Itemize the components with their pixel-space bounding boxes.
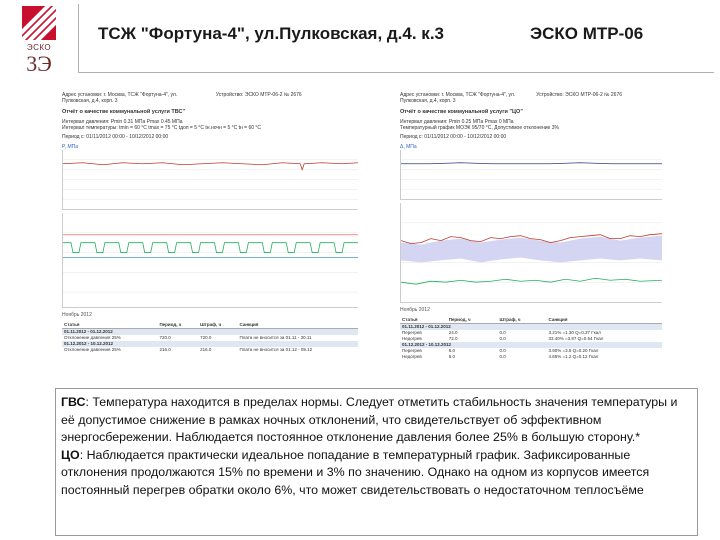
table-row: Недогрев 6.0 0.0 4.65% =1.2 Q=0.12 Гкал <box>402 354 599 359</box>
return-temperature-line <box>401 278 662 284</box>
temperature-chart <box>400 203 662 303</box>
col-sanction: Санкция <box>547 317 662 324</box>
table-row: Отклонение давления 25% 720.0 720.0 Плата не вносится за 01.11 - 30.11 <box>64 335 312 340</box>
gvs-text: : Температура находится в пределах нормы. Следует отметить стабильность значения температуры и её допустимое снижение в рамках ночных отклонений, что свидетельствует об эффективном энергосбережении. Наблюдается постоянное отклонение давления более 25% в большую сторону.* <box>61 395 678 445</box>
temperature-chart <box>62 213 358 308</box>
table-row: Недогрев 72.0 0.0 33.40% =3.87 Q=0.54 Гкал <box>402 336 604 341</box>
col-fine: Штраф, ч <box>198 322 237 329</box>
report-title: Отчёт о качестве коммунальной услуги "ЦО" <box>400 109 523 115</box>
supply-temperature-line <box>63 243 358 253</box>
logo-mark <box>22 6 56 40</box>
col-sanction: Санкция <box>237 322 358 329</box>
co-label: ЦО <box>61 447 80 462</box>
logo-year: 3Э <box>26 51 52 76</box>
col-fine: Штраф, ч <box>497 317 546 324</box>
pressure-interval: Интервал давления: Pmin 0.25 МПа Pmax 0 МПа <box>400 119 514 125</box>
chart-y-label: P, МПа <box>62 144 79 150</box>
report-gvs <box>62 92 358 392</box>
report-address: Адрес установки: г. Москва, ТСЖ "Фортуна-4", ул. Пулковская, д.4, корп. 3 <box>400 92 516 104</box>
gvs-label: ГВС <box>61 395 86 409</box>
page-title: ТСЖ "Фортуна-4", ул.Пулковская, д.4. к.3 <box>98 24 444 43</box>
logo-name: ЭСКО <box>26 43 52 52</box>
report-period: Период с: 01/11/2012 00:00 - 10/12/2012 00:00 <box>400 134 507 140</box>
chart-x-label: Ноябрь 2012 <box>62 312 92 318</box>
col-article: Статья <box>62 322 157 329</box>
report-address: Адрес установки: г. Москва, ТСЖ "Фортуна-4", ул. Пулковская, д.4, корп. 3 <box>62 92 178 104</box>
pressure-chart <box>400 150 662 200</box>
report-period: Период с: 01/11/2012 00:00 - 10/12/2012 00:00 <box>62 134 169 140</box>
report-co <box>400 92 662 392</box>
report-device: Устройство: ЭСКО МТР-06-2 № 2676 <box>536 92 623 98</box>
company-logo <box>22 6 56 98</box>
report-table <box>62 322 358 353</box>
temperature-interval: Интервал температуры: tmin = 60 °C tmax = 75 °C tдоп = 5 °C tн.ночн = 5 °C tн = 60 °C <box>62 125 262 131</box>
pressure-line <box>63 163 358 170</box>
chart-x-label: Ноябрь 2012 <box>400 307 430 313</box>
report-title: Отчёт о качестве коммунальной услуги ТВС" <box>62 109 186 115</box>
table-row: 01.12.2012 - 10.12.2012 <box>400 342 662 348</box>
table-row: 01.12.2012 - 10.12.2012 <box>62 341 358 347</box>
co-text: : Наблюдается практически идеальное попадание в температурный график. Зафиксированные отклонения продолжаются 15% по времени и 3% по значению. Однако на одном из корпусов имеется постоянный перегрев обратки около 6%, что может свидетельствовать о недостаточном теплосъёме <box>61 447 650 497</box>
device-title: ЭСКО МТР-06 <box>530 24 644 43</box>
col-period: Период, ч <box>157 322 198 329</box>
col-article: Статья <box>400 317 447 324</box>
table-row: Отклонение давления 25% 216.0 216.0 Плата не вносится за 01.12 - 09.12 <box>64 347 313 352</box>
pressure-interval: Интервал давления: Pmin 0.31 МПа Pmax 0.45 МПа <box>62 119 183 125</box>
table-row: Перегрев 6.0 0.0 3.90% =3.5 Q=0.20 Гкал <box>402 348 599 353</box>
table-row: 01.11.2012 - 01.12.2012 <box>62 329 358 336</box>
schedule-band <box>401 236 662 263</box>
header-divider-horizontal <box>78 72 714 73</box>
temperature-schedule: Температурный график МОЭК 95/70 °C, Допустимое отклонение 3% <box>400 125 559 131</box>
report-device: Устройство: ЭСКО МТР-06-2 № 2676 <box>215 92 302 98</box>
chart-y-label: Δ, МПа <box>400 144 417 150</box>
col-period: Период, ч <box>447 317 498 324</box>
pressure-line <box>401 163 662 164</box>
report-table <box>400 317 662 360</box>
commentary-box <box>55 388 698 536</box>
table-row: Перегрев 24.0 0.0 3.21% =1.30 Q=0.37 Гкал <box>402 330 601 335</box>
header-divider-vertical <box>78 4 79 72</box>
pressure-chart <box>62 150 358 210</box>
table-row: 01.11.2012 - 01.12.2012 <box>400 324 662 331</box>
